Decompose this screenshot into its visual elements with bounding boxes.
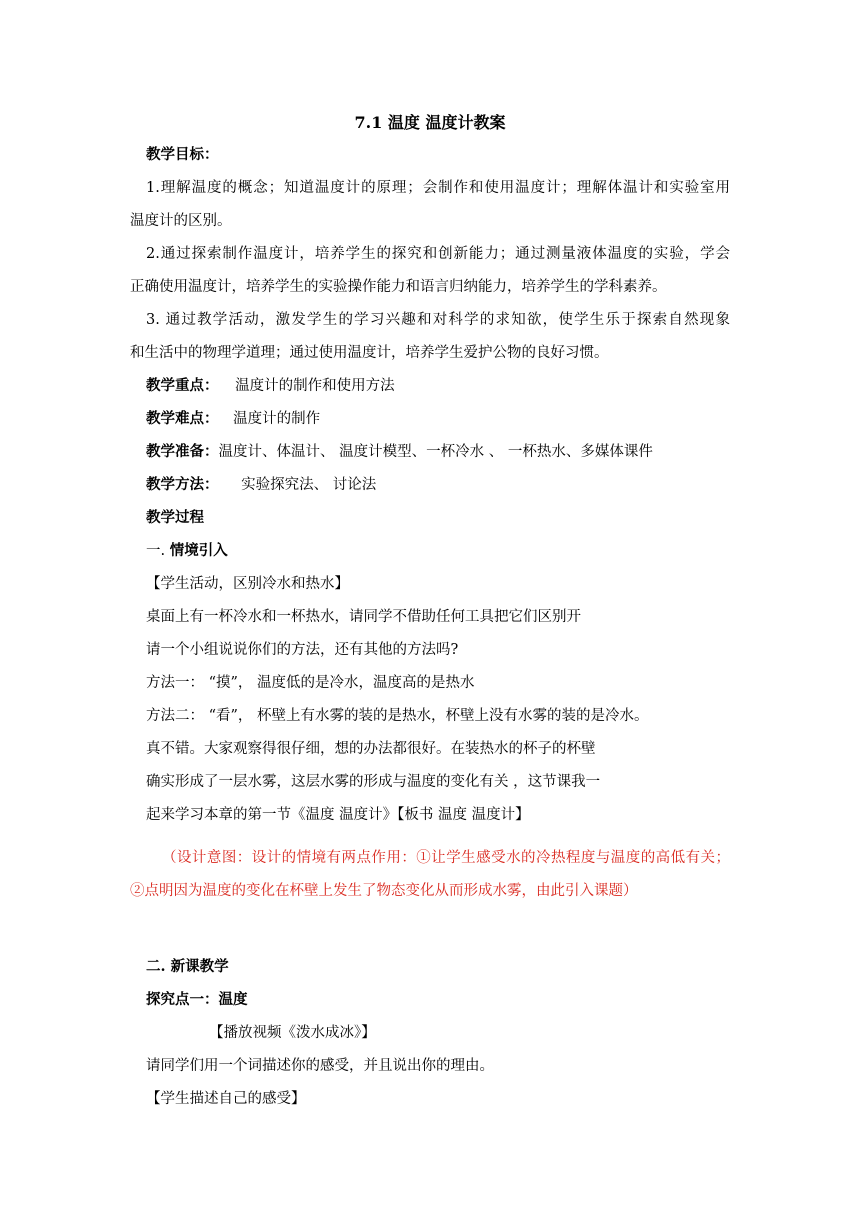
preparation-row [146,442,756,462]
design-note-line2: ②点明因为温度的变化在杯壁上发生了物态变化从而形成水雾，由此引入课题） [130,883,638,899]
section1-line: 起来学习本章的第一节《温度 温度计》【板书 温度 温度计】 [146,807,530,823]
objective-2-line1: 2.通过探索制作温度计，培养学生的探究和创新能力；通过测量液体温度的实验，学会 [146,246,730,262]
key-point-value: 温度计的制作和使用方法 [235,378,395,394]
page-title: 7.1 温度 温度计教案 [354,113,506,132]
objectives-heading: 教学目标： [146,146,219,163]
preparation-value: 温度计、体温计、 温度计模型、一杯冷水 、 一杯热水、多媒体课件 [218,444,653,460]
method-value: 实验探究法、 讨论法 [241,477,377,493]
key-point-label: 教学重点： [146,377,219,394]
section1-line: 方法一： “摸”， 温度低的是冷水，温度高的是热水 [146,675,475,691]
design-note-line1: （设计意图：设计的情境有两点作用：①让学生感受水的冷热程度与温度的高低有关； [162,850,730,866]
section1-line: 桌面上有一杯冷水和一杯热水，请同学不借助任何工具把它们区别开 [146,609,581,625]
video-line: 【播放视频《泼水成冰》】 [209,1025,376,1041]
difficulty-row [146,409,756,429]
section1-line: 真不错。大家观察得很仔细，想的办法都很好。在装热水的杯子的杯壁 [146,741,596,757]
key-point-row [146,376,756,396]
section2-heading: 二. 新课教学 [146,958,229,975]
difficulty-label: 教学难点： [146,410,219,427]
section1-line: 【学生活动，区别冷水和热水】 [146,576,349,592]
process-heading: 教学过程 [146,509,204,526]
difficulty-value: 温度计的制作 [233,411,321,427]
objective-3-line2: 和生活中的物理学道理；通过使用温度计，培养学生爱护公物的良好习惯。 [130,345,609,361]
method-row [146,475,756,495]
student-line: 【学生描述自己的感受】 [146,1091,306,1107]
objective-3-line1: 3. 通过教学活动，激发学生的学习兴趣和对科学的求知欲，使学生乐于探索自然现象 [146,312,730,328]
section1-line: 请一个小组说说你们的方法，还有其他的方法吗? [146,642,459,658]
section1-heading [146,541,756,561]
explore-point-1: 探究点一：温度 [146,991,248,1008]
section1-prefix: 一. [146,543,170,559]
preparation-label: 教学准备： [146,443,219,460]
objective-1-line1: 1.理解温度的概念；知道温度计的原理；会制作和使用温度计；理解体温计和实验室用 [146,180,730,196]
section1-line: 方法二： “看”， 杯壁上有水雾的装的是热水，杯壁上没有水雾的装的是冷水。 [146,708,649,724]
objective-1-line2: 温度计的区别。 [130,213,232,229]
method-label: 教学方法： [146,476,219,493]
objective-2-line2: 正确使用温度计，培养学生的实验操作能力和语言归纳能力，培养学生的学科素养。 [130,279,667,295]
ask-line: 请同学们用一个词描述你的感受，并且说出你的理由。 [146,1058,494,1074]
section1-title: 情境引入 [169,542,228,559]
section1-line: 确实形成了一层水雾，这层水雾的形成与温度的变化有关 ，这节课我一 [146,774,601,790]
